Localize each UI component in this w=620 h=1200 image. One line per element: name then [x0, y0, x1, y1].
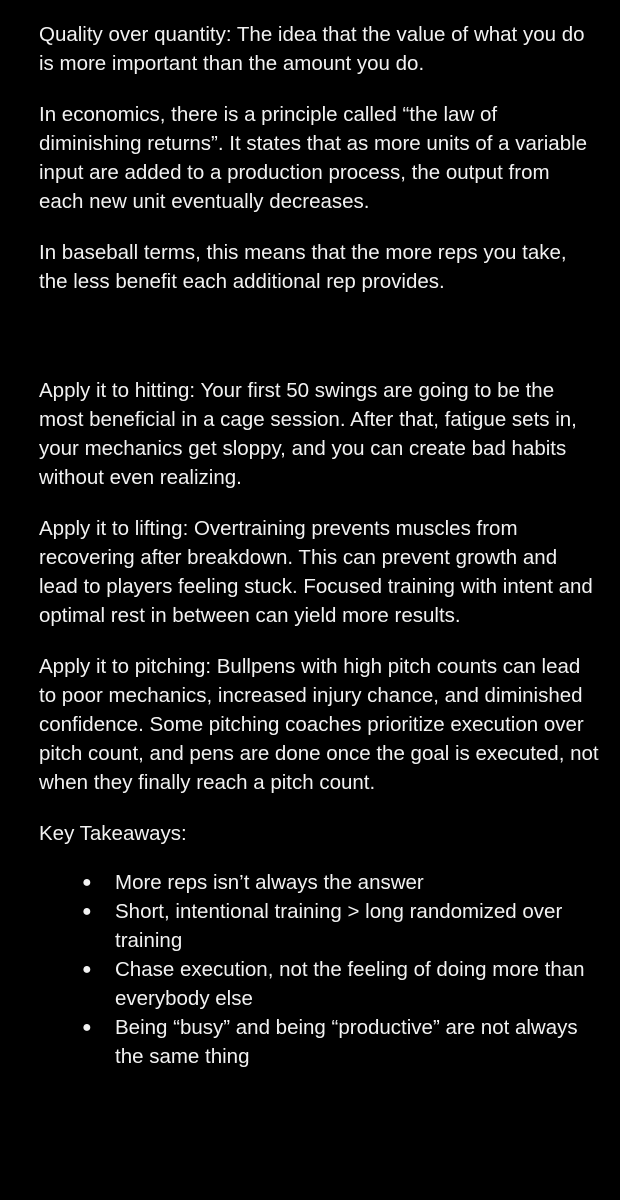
takeaways-heading: Key Takeaways:: [39, 822, 187, 845]
pitching-paragraph: Apply it to pitching: Bullpens with high pitch counts can lead to poor mechanics, increased injury chance, and diminished confidence. Some pitching coaches prioritize execution over pitch count, and pens are done once the goal is executed, not when they finally reach a pitch count.: [39, 655, 599, 794]
takeaway-text: Chase execution, not the feeling of doing more than everybody else: [115, 958, 585, 1010]
hitting-paragraph: Apply it to hitting: Your first 50 swings are going to be the most beneficial in a cage session. After that, fatigue sets in, your mechanics get sloppy, and you can create bad habits without even realizing.: [39, 379, 577, 489]
takeaway-item: [39, 1013, 599, 1071]
bullet-icon: ●: [82, 903, 92, 920]
takeaway-item: [39, 897, 599, 955]
takeaway-text: Being “busy” and being “productive” are not always the same thing: [115, 1016, 578, 1068]
section-spacer: [39, 318, 599, 376]
takeaway-text: More reps isn’t always the answer: [115, 871, 424, 894]
bullet-icon: ●: [82, 874, 92, 891]
takeaway-item: [39, 868, 599, 897]
takeaway-text: Short, intentional training > long randomized over training: [115, 900, 563, 952]
lifting-paragraph: Apply it to lifting: Overtraining prevents muscles from recovering after breakdown. This can prevent growth and lead to players feeling stuck. Focused training with intent and optimal rest in between can yield more results.: [39, 517, 593, 627]
bullet-icon: ●: [82, 1019, 92, 1036]
takeaways-list: [39, 868, 599, 1071]
document-body: [39, 20, 599, 1071]
bullet-icon: ●: [82, 961, 92, 978]
definition-paragraph: Quality over quantity: The idea that the value of what you do is more important than the amount you do.: [39, 23, 585, 75]
takeaway-item: [39, 955, 599, 1013]
economics-paragraph: In economics, there is a principle called “the law of diminishing returns”. It states that as more units of a variable input are added to a production process, the output from each new unit eventually decreases.: [39, 103, 588, 213]
baseball-paragraph: In baseball terms, this means that the more reps you take, the less benefit each additional rep provides.: [39, 241, 567, 293]
